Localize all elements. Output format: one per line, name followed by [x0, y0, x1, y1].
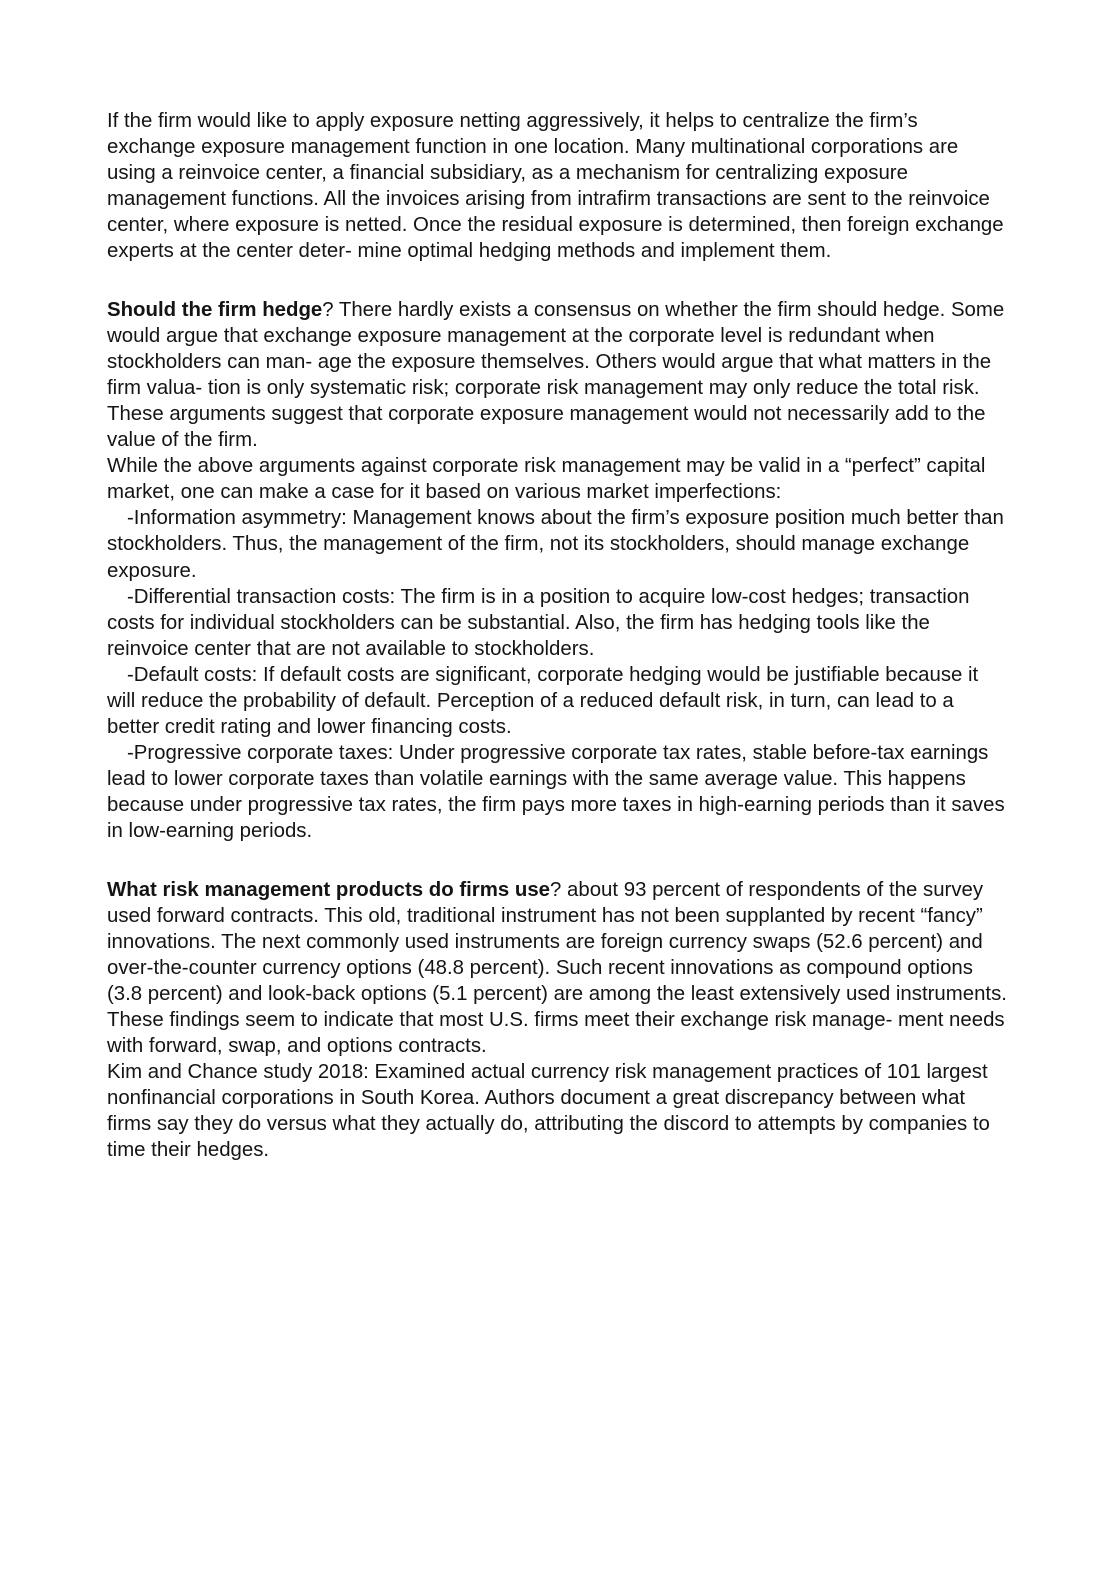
paragraph-text: ? about 93 percent of respondents of the survey used forward contracts. This old, traditional instrument has not been supplanted by recent “fancy” innovations. The next commonly used instruments are foreign currency swaps (52.6 percent) and over-the-counter currency options (48.8 percent). Such recent innovations as compound options (3.8 percent) and look-back options (5.1 percent) are among the least extensively used instruments. These findings seem to indicate that most U.S. firms meet their exchange risk manage- ment needs with forward, swap, and options contracts. [107, 878, 1007, 1058]
list-item-information-asymmetry: -Information asymmetry: Management knows about the firm’s exposure position much better than stockholders. Thus, the management of the firm, not its stockholders, should manage exchange exposure. [107, 507, 1004, 582]
paragraph-gap [107, 845, 1007, 877]
paragraph-market-imperfections: While the above arguments against corporate risk management may be valid in a “perfect” capital market, one can make a case for it based on various market imperfections: [107, 455, 986, 504]
paragraph-kim-chance-study: Kim and Chance study 2018: Examined actual currency risk management practices of 101 largest nonfinancial corporations in South Korea. Authors document a great discrepancy between what firms say they do versus what they actually do, attributing the discord to attempts by companies to time their hedges. [107, 1061, 990, 1162]
list-item-differential-transaction-costs: -Differential transaction costs: The firm is in a position to acquire low-cost hedges; transaction costs for individual stockholders can be substantial. Also, the firm has hedging tools like the reinvoice center that are not available to stockholders. [107, 585, 970, 660]
document-body [107, 108, 1007, 1164]
paragraph-reinvoice-center: If the firm would like to apply exposure netting aggressively, it helps to centralize the firm’s exchange exposure management function in one location. Many multinational corporations are using a reinvoice center, a financial subsidiary, as a mechanism for centralizing exposure management functions. All the invoices arising from intrafirm transactions are sent to the reinvoice center, where exposure is netted. Once the residual exposure is determined, then foreign exchange experts at the center deter- mine optimal hedging methods and implement them. [107, 110, 1004, 263]
list-item-default-costs: -Default costs: If default costs are significant, corporate hedging would be justifiable because it will reduce the probability of default. Perception of a reduced default risk, in turn, can lead to a better credit rating and lower financing costs. [107, 663, 979, 739]
paragraph-gap [107, 265, 1007, 297]
paragraph-risk-products [107, 877, 1007, 1060]
heading-should-firm-hedge: Should the firm hedge [107, 298, 323, 321]
paragraph-text: ? There hardly exists a consensus on whether the firm should hedge. Some would argue that exchange exposure management at the corporate level is redundant when stockholders can man- age the exposure themselves. Others would argue that what matters in the firm valua- tion is only systematic risk; corporate risk management may only reduce the total risk. These arguments suggest that corporate exposure management would not necessarily add to the value of the firm. [107, 298, 1005, 452]
list-item-progressive-taxes: -Progressive corporate taxes: Under progressive corporate tax rates, stable before-tax earnings lead to lower corporate taxes than volatile earnings with the same average value. This happens because under progressive tax rates, the firm pays more taxes in high-earning periods than it saves in low-earning periods. [107, 742, 1005, 843]
heading-risk-products: What risk management products do firms use [107, 878, 551, 901]
paragraph-should-firm-hedge [107, 297, 1007, 454]
